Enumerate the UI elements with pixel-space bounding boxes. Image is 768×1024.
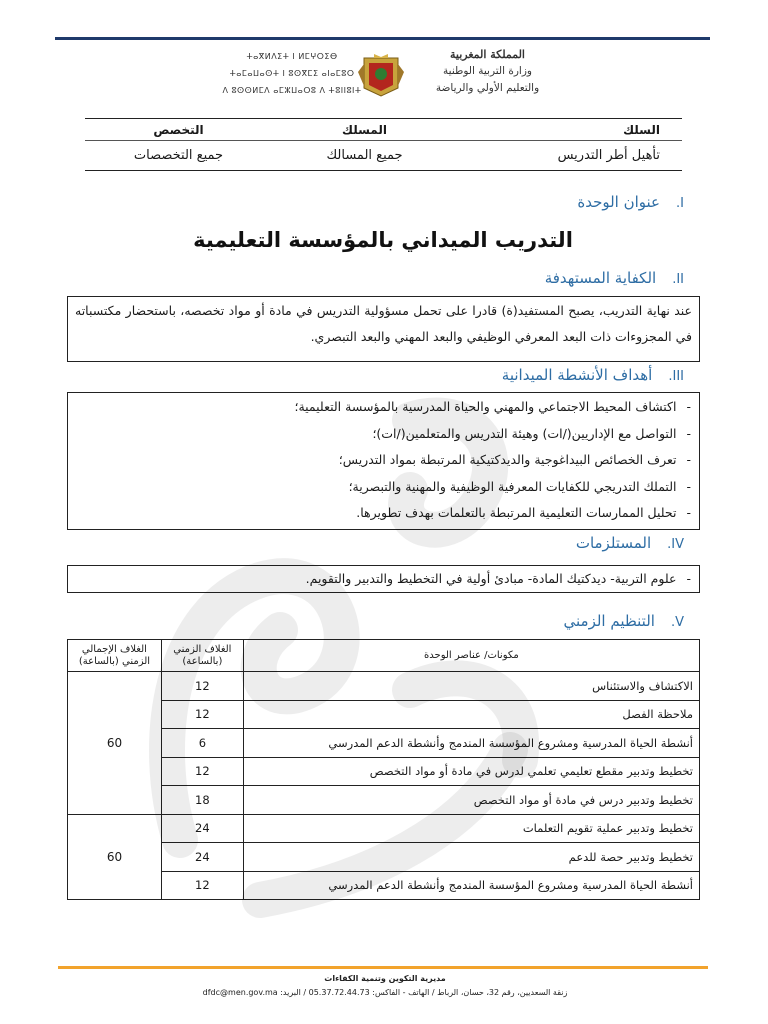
objective-item: - التملك التدريجي للكفايات المعرفية الوظيفية والمهنية والتبصرية؛ [76,474,691,501]
schedule-component: الاكتشاف والاستئناس [243,672,699,701]
schedule-component: تخطيط وتدبير مقطع تعليمي تعلمي لدرس في مادة أو مواد التخصص [243,757,699,786]
footer [150,972,620,1000]
competency-text: عند نهاية التدريب، يصبح المستفيد(ة) قادرا على تحمل مسؤولية التدريس في مادة أو مواد تخصصه، باستحضار مكتسباته في المجزوءات ذات البعد المعرفي الوظيفي والبعد المهني والبعد التبصري. [75,303,692,344]
schedule-header-total: الغلاف الإجمالي الزمني (بالساعة) [68,640,162,672]
unit-title: التدريب الميداني بالمؤسسة التعليمية [193,228,573,252]
objective-item: - اكتشاف المحيط الاجتماعي والمهني والحياة المدرسية بالمؤسسة التعليمية؛ [76,394,691,421]
section-heading-1 [577,193,684,211]
requirements-box [67,565,700,593]
schedule-row [68,729,700,758]
section-title: المستلزمات [575,534,652,552]
track-value-cycle: تأهيل أطر التدريس [457,141,682,171]
schedule-hours: 24 [161,814,243,843]
section-heading-2 [545,269,684,287]
section-title: التنظيم الزمني [563,612,655,630]
ministry-line-2: والتعليم الأولي والرياضة [435,82,540,94]
schedule-hours: 12 [161,757,243,786]
schedule-row [68,843,700,872]
section-title: أهداف الأنشطة الميدانية [501,366,653,384]
track-header-path: المسلك [272,119,457,141]
section-heading-3 [502,366,684,384]
schedule-header-component: مكونات/ عناصر الوحدة [243,640,699,672]
schedule-component: تخطيط وتدبير عملية تقويم التعلمات [243,814,699,843]
footer-directorate: مديرية التكوين وتنمية الكفاءات [324,974,446,983]
section-number: I. [676,196,684,211]
schedule-header-row [68,640,700,672]
section-title: عنوان الوحدة [577,193,661,211]
schedule-header-hours: الغلاف الزمني (بالساعة) [161,640,243,672]
footer-rule [58,966,708,969]
schedule-row [68,814,700,843]
ministry-line-1: وزارة التربية الوطنية [443,65,532,77]
section-number: III. [668,369,684,384]
requirements-list [68,566,699,593]
coat-of-arms-icon [356,52,406,98]
schedule-component: أنشطة الحياة المدرسية ومشروع المؤسسة المندمج وأنشطة الدعم المدرسي [243,871,699,900]
ministry-tf-line-2: ⵜⴰⵎⴰⵡⴰⵙⵜ ⵏ ⵓⵙⴳⵎⵉ ⴰⵏⴰⵎⵓⵔ [229,69,355,78]
schedule-hours: 24 [161,843,243,872]
track-value-specialty: جميع التخصصات [85,141,272,171]
track-header-row [85,119,682,141]
section-heading-4 [576,534,684,552]
schedule-row [68,700,700,729]
schedule-row [68,672,700,701]
section-number: IV. [667,537,684,552]
objectives-list [68,393,699,527]
header-rule [55,37,710,40]
kingdom-name: المملكة المغربية [450,48,525,61]
ministry-name-tifinagh [222,48,362,99]
schedule-hours: 12 [161,672,243,701]
schedule-hours: 6 [161,729,243,758]
section-heading-5 [564,612,685,630]
schedule-component: أنشطة الحياة المدرسية ومشروع المؤسسة المندمج وأنشطة الدعم المدرسي [243,729,699,758]
section-number: V. [670,615,684,630]
objective-item: - التواصل مع الإداريين(/ات) وهيئة التدريس والمتعلمين(/ات)؛ [76,421,691,448]
schedule-row [68,871,700,900]
schedule-hours: 12 [161,700,243,729]
ministry-name-arabic [400,46,575,97]
footer-contact: زنقة السعديين، رقم 32، حسان، الرباط / الهاتف - الفاكس: 05.37.72.44.73 / البريد: dfdc@men.gov.ma [202,988,568,997]
schedule-total: 60 [68,814,162,900]
track-table [85,118,682,171]
competency-box [67,296,700,362]
schedule-hours: 12 [161,871,243,900]
schedule-component: ملاحظة الفصل [243,700,699,729]
schedule-table [67,639,700,900]
ministry-tf-line-3: ⴷ ⵓⵙⵙⵍⵎⴷ ⴰⵎⵣⵡⴰⵔⵓ ⴷ ⵜⵓⵏⵏⵓⵏⵜ [222,86,362,95]
objectives-box [67,392,700,530]
schedule-component: تخطيط وتدبير درس في مادة أو مواد التخصص [243,786,699,815]
track-header-specialty: التخصص [85,119,272,141]
ministry-tf-line-1: ⵜⴰⴳⵍⴷⵉⵜ ⵏ ⵍⵎⵖⵔⵉⴱ [246,52,338,61]
schedule-total: 60 [68,672,162,815]
requirement-item: - علوم التربية- ديدكتيك المادة- مبادئ أولية في التخطيط والتدبير والتقويم. [76,566,691,593]
objective-item: - تحليل الممارسات التعليمية المرتبطة بالتعلمات بهدف تطويرها. [76,500,691,527]
schedule-component: تخطيط وتدبير حصة للدعم [243,843,699,872]
schedule-row [68,786,700,815]
schedule-row [68,757,700,786]
schedule-hours: 18 [161,786,243,815]
track-value-path: جميع المسالك [272,141,457,171]
section-title: الكفاية المستهدفة [544,269,657,287]
track-header-cycle: السلك [457,119,682,141]
track-value-row [85,141,682,171]
section-number: II. [672,272,684,287]
objective-item: - تعرف الخصائص البيداغوجية والديدكتيكية المرتبطة بمواد التدريس؛ [76,447,691,474]
